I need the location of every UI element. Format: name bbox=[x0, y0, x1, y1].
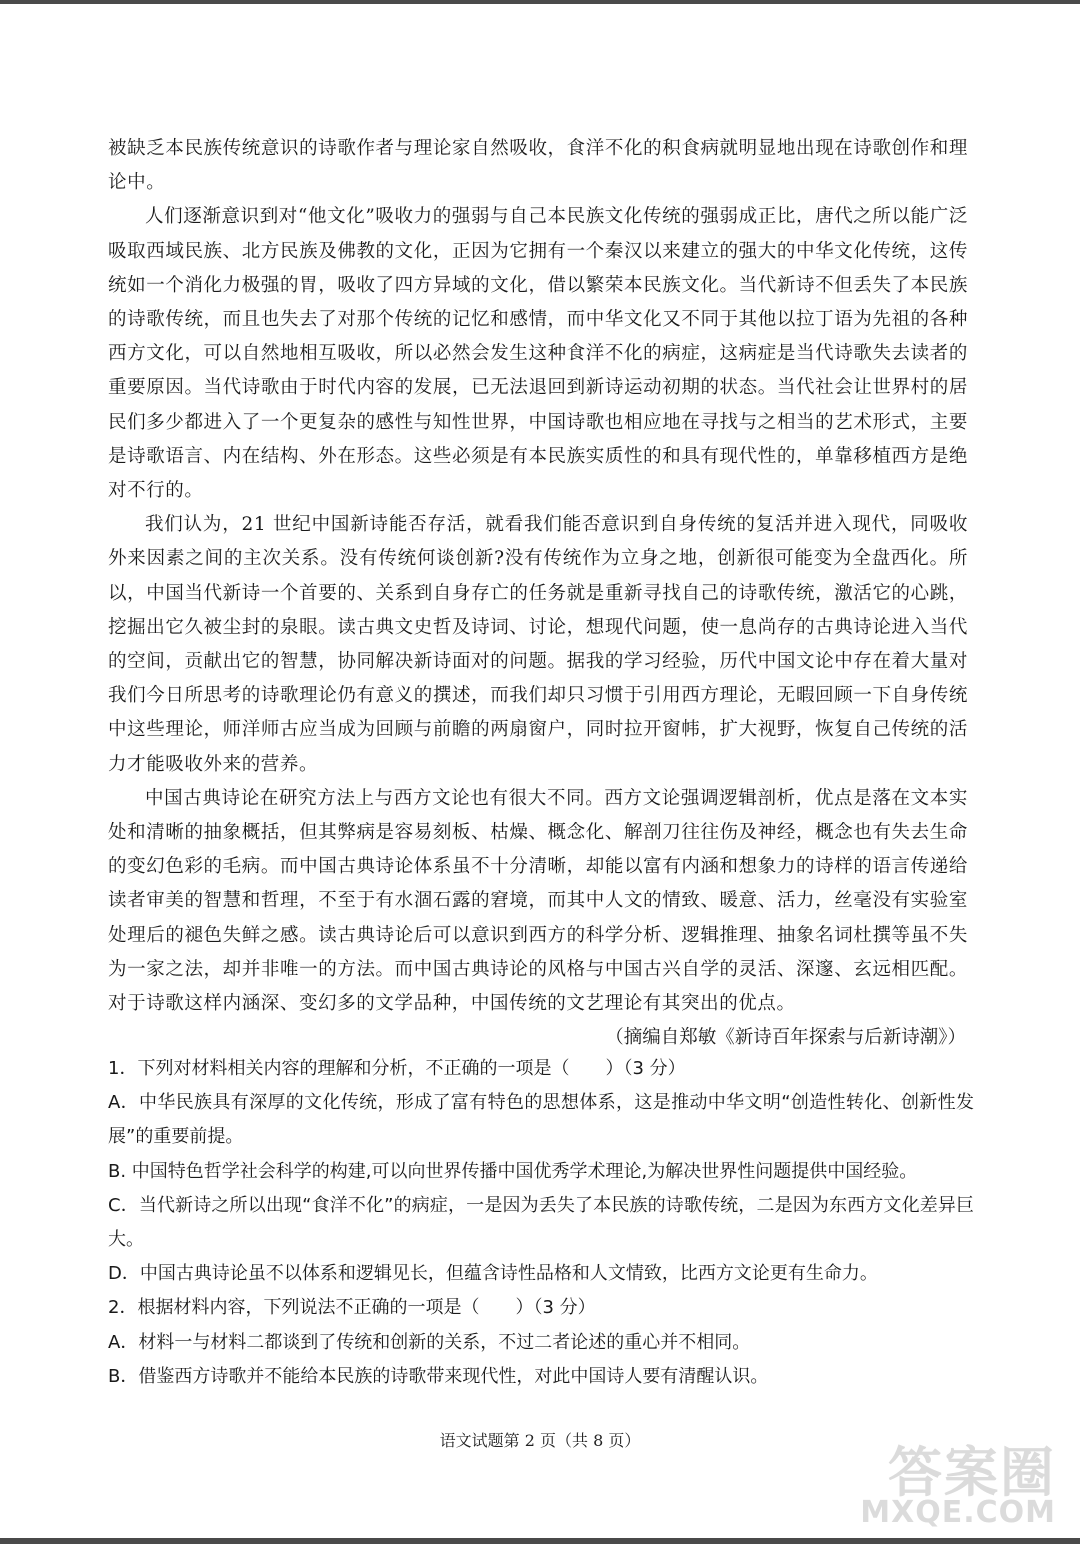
question-2-option-a: A．材料一与材料二都谈到了传统和创新的关系，不过二者论述的重心并不相同。 bbox=[108, 1331, 751, 1353]
question-2-option-b: B．借鉴西方诗歌并不能给本民族的诗歌带来现代性，对此中国诗人要有清醒认识。 bbox=[108, 1365, 769, 1387]
question-2-stem: 2．根据材料内容，下列说法不正确的一项是（ ）（3 分） bbox=[108, 1297, 596, 1319]
bottom-border bbox=[0, 1538, 1080, 1544]
reading-passage bbox=[108, 132, 968, 1055]
passage-paragraph: 中国古典诗论在研究方法上与西方文论也有很大不同。西方文论强调逻辑剖析，优点是落在文本实处和清晰的抽象概括，但其弊病是容易刻板、枯燥、概念化、解剖刀往往伤及神经，概念也有失去生命的变幻色彩的毛病。而中国古典诗论体系虽不十分清晰，却能以富有内涵和想象力的诗样的语言传递给读者审美的智慧和哲理，不至于有水涸石露的窘境，而其中人文的情致、暖意、活力，丝毫没有实验室处理后的褪色失鲜之感。读古典诗论后可以意识到西方的科学分析、逻辑推理、抽象名词杜撰等虽不失为一家之法，却并非唯一的方法。而中国古典诗论的风格与中国古兴自学的灵活、深邃、玄远相匹配。对于诗歌这样内涵深、变幻多的文学品种，中国传统的文艺理论有其突出的优点。 bbox=[108, 787, 968, 1015]
passage-paragraph: 人们逐渐意识到对“他文化”吸收力的强弱与自己本民族文化传统的强弱成正比，唐代之所以能广泛吸取西域民族、北方民族及佛教的文化，正因为它拥有一个秦汉以来建立的强大的中华文化传统，这传统如一个消化力极强的胃，吸收了四方异域的文化，借以繁荣本民族文化。当代新诗不但丢失了本民族的诗歌传统，而且也失去了对那个传统的记忆和感情，而中华文化又不同于其他以拉丁语为先祖的各种西方文化，可以自然地相互吸收，所以必然会发生这种食洋不化的病症，这病症是当代诗歌失去读者的重要原因。当代诗歌由于时代内容的发展，已无法退回到新诗运动初期的状态。当代社会让世界村的居民们多少都进入了一个更复杂的感性与知性世界，中国诗歌也相应地在寻找与之相当的艺术形式，主要是诗歌语言、内在结构、外在形态。这些必须是有本民族实质性的和具有现代性的，单靠移植西方是绝对不行的。 bbox=[108, 206, 968, 502]
question-1-option-c: C．当代新诗之所以出现“食洋不化”的病症，一是因为丢失了本民族的诗歌传统，二是因为东西方文化差异巨大。 bbox=[108, 1194, 974, 1251]
question-1-option-d: D．中国古典诗论虽不以体系和逻辑见长，但蕴含诗性品格和人文情致，比西方文论更有生命力。 bbox=[108, 1263, 878, 1285]
page-footer: 语文试题第 2 页（共 8 页） bbox=[439, 1431, 641, 1450]
question-section bbox=[108, 1052, 974, 1394]
top-border bbox=[0, 0, 1080, 4]
watermark-main-text: 答案圈 bbox=[888, 1441, 1056, 1504]
passage-paragraph: 被缺乏本民族传统意识的诗歌作者与理论家自然吸收，食洋不化的积食病就明显地出现在诗歌创作和理论中。 bbox=[108, 138, 968, 194]
passage-source: （摘编自郑敏《新诗百年探索与后新诗潮》） bbox=[605, 1027, 966, 1049]
watermark-logo bbox=[856, 1430, 1056, 1530]
question-1-option-a: A．中华民族具有深厚的文化传统，形成了富有特色的思想体系，这是推动中华文明“创造性转化、创新性发展”的重要前提。 bbox=[108, 1092, 974, 1148]
watermark-sub-text: MXQE.COM bbox=[860, 1495, 1056, 1530]
passage-paragraph: 我们认为，21 世纪中国新诗能否存活，就看我们能否意识到自身传统的复活并进入现代，同吸收外来因素之间的主次关系。没有传统何谈创新?没有传统作为立身之地，创新很可能变为全盘西化。所以，中国当代新诗一个首要的、关系到自身存亡的任务就是重新寻找自己的诗歌传统，激活它的心跳，挖掘出它久被尘封的泉眼。读古典文史哲及诗词、讨论，想现代问题，使一息尚存的古典诗论进入当代的空间，贡献出它的智慧，协同解决新诗面对的问题。据我的学习经验，历代中国文论中存在着大量对我们今日所思考的诗歌理论仍有意义的撰述，而我们却只习惯于引用西方理论，无暇回顾一下自身传统中这些理论，师洋师古应当成为回顾与前瞻的两扇窗户，同时拉开窗帏，扩大视野，恢复自己传统的活力才能吸收外来的营养。 bbox=[108, 514, 968, 775]
question-1-option-b: B. 中国特色哲学社会科学的构建,可以向世界传播中国优秀学术理论,为解决世界性问题提供中国经验。 bbox=[108, 1160, 918, 1182]
question-1-stem: 1．下列对材料相关内容的理解和分析，不正确的一项是（ ）（3 分） bbox=[108, 1058, 686, 1079]
